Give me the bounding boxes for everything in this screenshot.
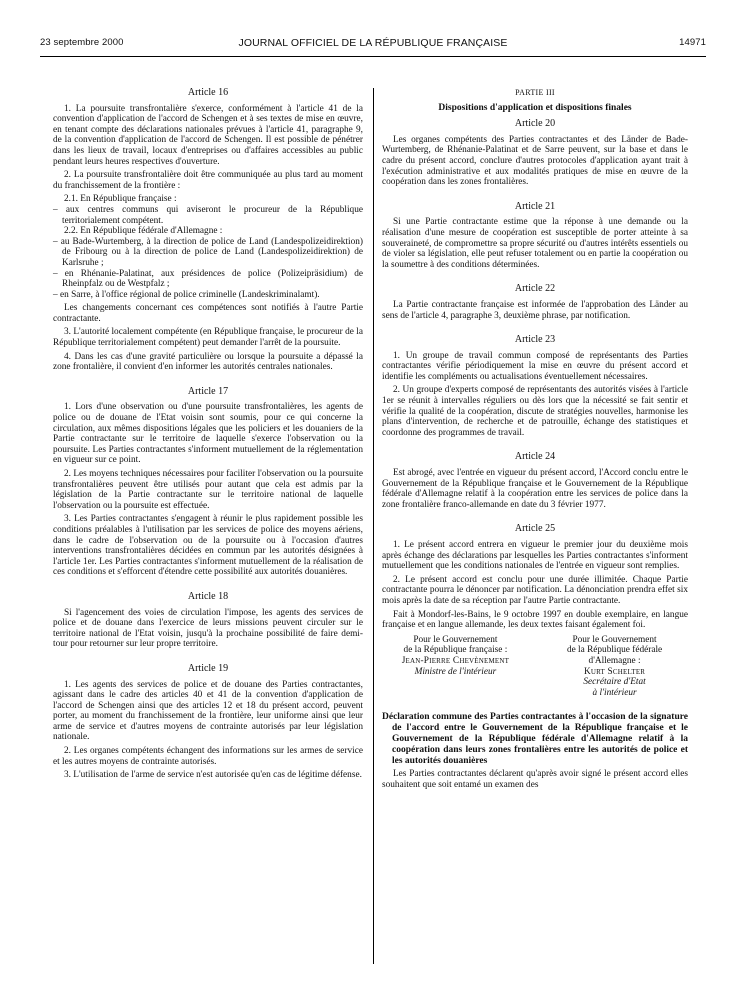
article-22-para-1: La Partie contractante française est informée de l'approbation des Länder au sens de l'article 4, paragraphe 3, deuxième phrase, par notification. bbox=[382, 299, 688, 321]
article-16-para-2-2: 2.2. En République fédérale d'Allemagne : bbox=[64, 226, 223, 237]
article-16-para-1: 1. La poursuite transfrontalière s'exerce, conformément à l'article 41 de la convention d'application de l'accord de Schengen et à ses textes de mise en œuvre, en tenant compte des déclarations nationales prévues à l'article 41, paragraphe 9, de la convention d'application de l'accord de Schengen. Il est possible de pénétrer dans les lieux de travail, locaux d'entreprises ou d'affaires accessibles au public pendant leurs heures respectives d'ouverture. bbox=[53, 103, 363, 167]
signatory-germany-name: Kurt Schelter bbox=[583, 666, 646, 677]
article-16-dash-3: – en Rhénanie-Palatinat, aux présidences de police (Polizeipräsidium) de Rheinpfalz ou de Westpfalz ; bbox=[53, 268, 363, 290]
page-number: 14971 bbox=[679, 37, 706, 48]
signature-germany-line-2: de la République fédérale bbox=[566, 645, 663, 656]
signature-germany-line-3: d'Allemagne : bbox=[588, 655, 641, 666]
article-25-para-1: 1. Le présent accord entrera en vigueur le premier jour du deuxième mois après échange des déclarations par lesquelles les Parties contractantes s'informent mutuellement que les conditions nationales de l'entrée en vigueur sont remplies. bbox=[382, 540, 688, 572]
part-heading: PARTIE III bbox=[515, 88, 555, 97]
joint-declaration-text: Les Parties contractantes déclarent qu'après avoir signé le présent accord elles souhaitent que soit entamé un examen des bbox=[382, 769, 688, 790]
article-19-para-3: 3. L'utilisation de l'arme de service n'est autorisée qu'en cas de légitime défense. bbox=[64, 770, 362, 781]
signature-france bbox=[382, 635, 529, 699]
article-16-dash-4: – en Sarre, à l'office régional de police criminelle (Landeskriminalamt). bbox=[53, 289, 320, 300]
left-column bbox=[53, 88, 363, 781]
header-rule bbox=[40, 56, 706, 57]
signature-france-line-1: Pour le Gouvernement bbox=[413, 634, 498, 645]
signatory-germany-role-2: à l'intérieur bbox=[592, 687, 637, 698]
article-18-title: Article 18 bbox=[187, 590, 229, 602]
article-21-para-1: Si une Partie contractante estime que la réponse à une demande ou la réalisation d'une mesure de coopération est susceptible de porter atteinte à sa souveraineté, de compromettre sa propre sécurité ou d'autres intérêts essentiels ou de violer sa législation, elle peut refuser totalement ou en partie la coopération ou la soumettre à des conditions déterminées. bbox=[382, 217, 688, 270]
article-16-para-4: 3. L'autorité localement compétente (en République française, le procureur de la République territorialement compétent) peut demander l'arrêt de la poursuite. bbox=[53, 327, 363, 349]
article-23-para-1: 1. Un groupe de travail commun composé de représentants des Parties contractantes vérifie périodiquement la mise en œuvre du présent accord et identifie les compléments ou actualisations éventuellement nécessaires. bbox=[382, 350, 688, 382]
article-25-para-2: 2. Le présent accord est conclu pour une durée illimitée. Chaque Partie contractante pourra le dénoncer par notification. La dénonciation prendra effet six mois après la date de sa réception par l'autre Partie contractante. bbox=[382, 574, 688, 606]
signature-germany bbox=[541, 635, 688, 699]
article-19-title: Article 19 bbox=[187, 662, 229, 674]
article-20-title: Article 20 bbox=[514, 118, 556, 130]
article-18-para-1: Si l'agencement des voies de circulation l'impose, les agents des services de police et de douane dans l'exercice de leurs missions peuvent circuler sur le territoire national de l'Etat voisin, jusqu'à la prochaine possibilité de faire demi-tour pour retourner sur leur propre territoire. bbox=[53, 607, 363, 650]
article-24-para-1: Est abrogé, avec l'entrée en vigueur du présent accord, l'Accord conclu entre le Gouvernement de la République française et le Gouvernement de la République fédérale d'Allemagne relatif à la coopération entre les services de police dans la zone frontalière franco-allemande en date du 3 février 1977. bbox=[382, 468, 688, 510]
signatory-germany-role-1: Secrétaire d'Etat bbox=[583, 677, 646, 688]
article-23-title: Article 23 bbox=[514, 334, 556, 346]
article-17-para-1: 1. Lors d'une observation ou d'une poursuite transfrontalières, les agents de police ou de douane de l'Etat voisin sont soumis, pour ce qui concerne la circulation, aux mêmes dispositions légales que les policiers et les douaniers de la Partie contractante sur le territoire de laquelle s'exerce l'observation ou la poursuite. Les Parties contractantes s'informent mutuellement de la réglementation en vigueur sur ce point. bbox=[53, 402, 363, 466]
article-24-title: Article 24 bbox=[514, 451, 556, 463]
right-column bbox=[382, 88, 688, 790]
article-20-para-1: Les organes compétents des Parties contractantes et des Länder de Bade-Wurtemberg, de Rhénanie-Palatinat et de Sarre peuvent, sur la base et dans le cadre du présent accord, conclure d'autres protocoles d'application ayant trait à l'exécution administrative et aux modalités pratiques de mise en œuvre de la coopération dans les zones frontalières. bbox=[382, 134, 688, 188]
part-title: Dispositions d'application et dispositions finales bbox=[438, 102, 632, 113]
article-19-para-2: 2. Les organes compétents échangent des informations sur les armes de service et les autres moyens de contrainte autorisés. bbox=[53, 746, 363, 767]
article-16-title: Article 16 bbox=[187, 87, 229, 98]
article-19-para-1: 1. Les agents des services de police et de douane des Parties contractantes, agissant dans le cadre des articles 40 et 41 de la convention d'application de l'accord de Schengen ainsi que des articles 12 et 18 du présent accord, peuvent porter, au moment du franchissement de la frontière, leur uniforme ainsi que leur arme de service et d'autres moyens de contrainte autorisés par leur législation nationale. bbox=[53, 679, 363, 743]
article-17-para-3: 3. Les Parties contractantes s'engagent à réunir le plus rapidement possible les conditions préalables à l'utilisation par les services de police des moyens aériens, dans le cadre de l'observation ou de la poursuite ou à l'occasion d'autres interventions transfrontalières décidées en commun par les autorités désignées à l'article 1er. Les Parties contractantes s'informent mutuellement de la réalisation de ces conditions et s'efforcent d'étendre cette possibilité aux autorités douanières. bbox=[53, 514, 363, 578]
article-16-para-2: 2. La poursuite transfrontalière doit être communiquée au plus tard au moment du franchissement de la frontière : bbox=[53, 170, 363, 191]
article-23-para-2: 2. Un groupe d'experts composé de représentants des autorités visées à l'article 1er se réunit à intervalles réguliers ou dès lors que la nécessité se fait sentir et vérifie la qualité de la coopération, discute de stratégies nouvelles, harmonise les plans d'intervention, de recherche et de patrouille, échange des statistiques et coordonne des programmes de travail. bbox=[382, 385, 688, 438]
signatory-france-name: Jean-Pierre Chevènement bbox=[401, 655, 510, 666]
article-25-title: Article 25 bbox=[514, 523, 556, 535]
signature-block bbox=[382, 635, 688, 699]
article-17-para-2: 2. Les moyens techniques nécessaires pour faciliter l'observation ou la poursuite transfrontalières peuvent être utilisés pour autant que cela est admis par la législation de la Partie contractante sur le territoire national de laquelle l'observation ou la poursuite est effectuée. bbox=[53, 469, 363, 511]
article-16-para-2-1: 2.1. En République française : bbox=[64, 194, 177, 205]
article-16-para-3: Les changements concernant ces compétences sont notifiés à l'autre Partie contractante. bbox=[53, 303, 363, 324]
journal-title: JOURNAL OFFICIEL DE LA RÉPUBLIQUE FRANÇAISE bbox=[238, 37, 508, 49]
page-header bbox=[40, 37, 706, 53]
column-divider bbox=[373, 88, 374, 964]
signatory-france-role: Ministre de l'intérieur bbox=[414, 666, 497, 677]
signature-germany-line-1: Pour le Gouvernement bbox=[572, 634, 657, 645]
signature-france-line-2: de la République française : bbox=[403, 645, 508, 656]
header-date: 23 septembre 2000 bbox=[40, 37, 124, 48]
article-22-title: Article 22 bbox=[514, 283, 556, 295]
article-16-dash-1: – aux centres communs qui aviseront le procureur de la République territorialement compétent. bbox=[53, 204, 363, 226]
joint-declaration-title: Déclaration commune des Parties contractantes à l'occasion de la signature de l'accord entre le Gouvernement de la République française et le Gouvernement de la République fédérale d'Allemagne relatif à la coopération dans leurs zones frontalières entre les autorités de police et les autorités douanières bbox=[382, 712, 688, 766]
article-16-para-5: 4. Dans les cas d'une gravité particulière ou lorsque la poursuite a dépassé la zone frontalière, il convient d'en informer les autorités centrales nationales. bbox=[53, 351, 363, 373]
article-17-title: Article 17 bbox=[187, 385, 229, 397]
article-21-title: Article 21 bbox=[514, 200, 556, 212]
article-25-para-3: Fait à Mondorf-les-Bains, le 9 octobre 1997 en double exemplaire, en langue française et en langue allemande, les deux textes faisant également foi. bbox=[382, 609, 688, 631]
article-16-dash-2: – au Bade-Wurtemberg, à la direction de police de Land (Landespolizeidirektion) de Fribourg ou à la direction de police de Land (Landespolizeidirektion) de Karlsruhe ; bbox=[53, 236, 363, 268]
